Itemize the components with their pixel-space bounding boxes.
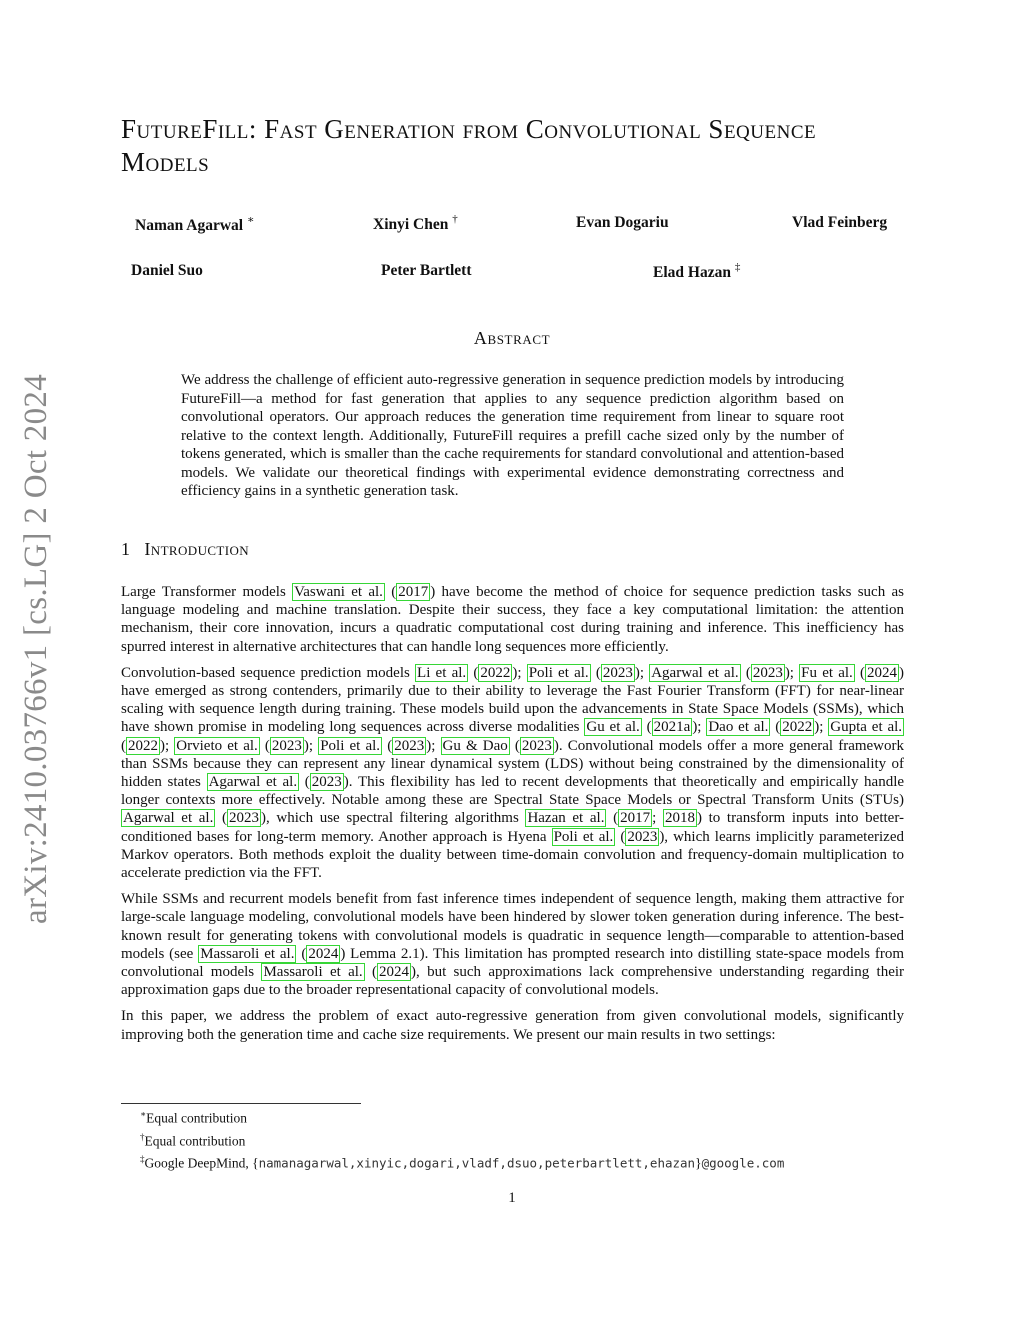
citation-link[interactable]: 2023 [394,737,425,754]
citation-link[interactable]: 2022 [128,737,158,754]
paragraph: While SSMs and recurrent models benefit from fast inference times independent of sequence length, making them attractive for large-scale language modeling, convolutional models have been hindered by slower token generation during inference. The best-known result for generating tokens with convolutional models is quadratic in sequence length—comparable to attention-based models (see Massaroli et al. ( 2024 ) Lemma 2.1). This limitation has prompted research into distilling state-space models from convolutional models Massaroli et al. ( 2024 ), but such approximations lack comprehensive understanding regarding their approximation gaps due to the broader representational capacity of convolutional models. [121,891,905,999]
citation-link[interactable]: Hazan et al. [527,810,605,827]
footnote: †Equal contribution [140,1131,246,1148]
citation-link[interactable]: Agarwal et al. [123,810,214,827]
citation-link[interactable]: 2022 [480,664,511,681]
citation-link[interactable]: 2023 [602,664,633,681]
citation-link[interactable]: 2023 [521,737,552,754]
author: Elad Hazan ‡ [653,261,741,282]
author: Xinyi Chen † [373,213,458,234]
citation-link[interactable]: Fu et al. [801,664,853,681]
introduction-body [121,583,904,1052]
email-list: namanagarwal,xinyic,dogari,vladf,dsuo,peterbartlett,ehazan [258,1155,696,1171]
citation-link[interactable]: 2017 [398,584,429,600]
author: Peter Bartlett [381,262,472,279]
footnotes [140,1105,784,1173]
footnote: ∗Equal contribution [140,1109,247,1126]
citation-link[interactable]: Gupta et al. [830,719,903,736]
citation-link[interactable]: 2024 [308,945,339,962]
arxiv-identifier-stamp: arXiv:2410.03766v1 [cs.LG] 2 Oct 2024 [18,374,54,925]
citation-link[interactable]: Li et al. [417,664,467,681]
citation-link[interactable]: 2017 [620,810,651,827]
citation-link[interactable]: Agarwal et al. [208,774,298,791]
citation-link[interactable]: 2023 [271,737,302,754]
page-number: 1 [508,1190,516,1206]
footnote-divider [121,1103,361,1104]
citation-link[interactable]: 2023 [627,828,658,845]
abstract-body: We address the challenge of efficient auto-regressive generation in sequence prediction models by introducing FutureFill—a method for fast generation that applies to any sequence prediction algorithm based on convolutional operators. Our approach reduces the generation time requirement from linear to square root relative to the context length. Additionally, FutureFill requires a prefill cache sized only by the number of tokens generated, which is smaller than the cache requirements for standard convolutional and attention-based models. We validate our theoretical findings with experimental evidence demonstrating correctness and efficiency gains in a synthetic generation task. [181,372,844,499]
citation-link[interactable]: Massaroli et al. [200,945,295,962]
citation-link[interactable]: Poli et al. [528,664,589,681]
email-domain: @google.com [701,1155,785,1171]
citation-link[interactable]: Poli et al. [553,828,614,845]
author: Naman Agarwal ∗ [135,214,255,235]
citation-link[interactable]: 2021a [653,719,691,736]
author: Vlad Feinberg [792,214,888,231]
citation-link[interactable]: 2023 [311,774,342,791]
section-heading: 1 Introduction [121,539,250,559]
paragraph: Large Transformer models Vaswani et al. ( 2017 ) have become the method of choice for sequence prediction tasks such as language modeling and machine translation. Despite their success, they face a key computational limitation: the attention mechanism, their core innovation, incurs a quadratic computational cost during training and inference. This inefficiency has spurred interest in alternative architectures that can handle long sequences more efficiently. [121,584,904,655]
citation-link[interactable]: 2024 [866,664,897,681]
citation-link[interactable]: 2023 [752,664,783,681]
paragraph: In this paper, we address the problem of exact auto-regressive generation from given convolutional models, significantly improving both the generation time and cache size requirements. We present our main results in two settings: [121,1008,904,1043]
citation-link[interactable]: Gu & Dao [442,737,508,754]
citation-link[interactable]: Vaswani et al. [294,584,383,600]
citation-link[interactable]: Orvieto et al. [176,737,258,754]
citation-link[interactable]: 2018 [664,810,695,827]
citation-link[interactable]: Gu et al. [586,719,640,736]
paper-title: FutureFill: Fast Generation from Convolutional Sequence Models [121,114,817,177]
citation-link[interactable]: 2022 [782,719,813,736]
abstract-heading: Abstract [473,328,551,348]
author: Evan Dogariu [576,214,669,231]
citation-link[interactable]: Massaroli et al. [263,964,363,981]
citation-link[interactable]: Agarwal et al. [651,664,739,681]
footnote: ‡Google DeepMind, {namanagarwal,xinyic,dogari,vladf,dsuo,peterbartlett,ehazan}@google.com [140,1154,785,1171]
citation-link[interactable]: Dao et al. [708,719,769,736]
citation-link[interactable]: Poli et al. [320,737,381,754]
author: Daniel Suo [131,262,203,279]
paragraph: Convolution-based sequence prediction models Li et al. ( 2022 ); Poli et al. ( 2023 ); Agarwal et al. ( 2023 ); Fu et al. ( 2024 ) have emerged as strong contenders, primarily due to their ability to leverage the Fast Fourier Transform (FFT) for near-linear scaling with sequence length during training. These models build upon the advancements in State Space Models (SSMs), which have shown promise in modeling long sequences across diverse modalities Gu et al. ( 2021a ); Dao et al. ( 2022 ); Gupta et al. ( 2022 ); Orvieto et al. ( 2023 ); Poli et al. ( 2023 ); Gu & Dao ( 2023 ). Convolutional models offer a more general framework than SSMs because they can represent any linear dynamical system (LDS) without being constrained by the dimensionality of hidden states Agarwal et al. ( 2023 ). This flexibility has led to recent developments that theoretically and empirically handle longer contexts more effectively. Notable among these are Spectral State Space Models or Spectral Transform Units (STUs) Agarwal et al. ( 2023 ), which use spectral filtering algorithms Hazan et al. ( 2017 ; 2018 ) to transform inputs into better-conditioned bases for long-term memory. Another approach is Hyena Poli et al. ( 2023 ), which learns implicitly parameterized Markov operators. Both methods exploit the duality between time-domain convolution and frequency-domain multiplication to accelerate prediction via the FFT. [121,664,905,882]
citation-link[interactable]: 2023 [229,810,260,827]
citation-link[interactable]: 2024 [379,964,409,981]
